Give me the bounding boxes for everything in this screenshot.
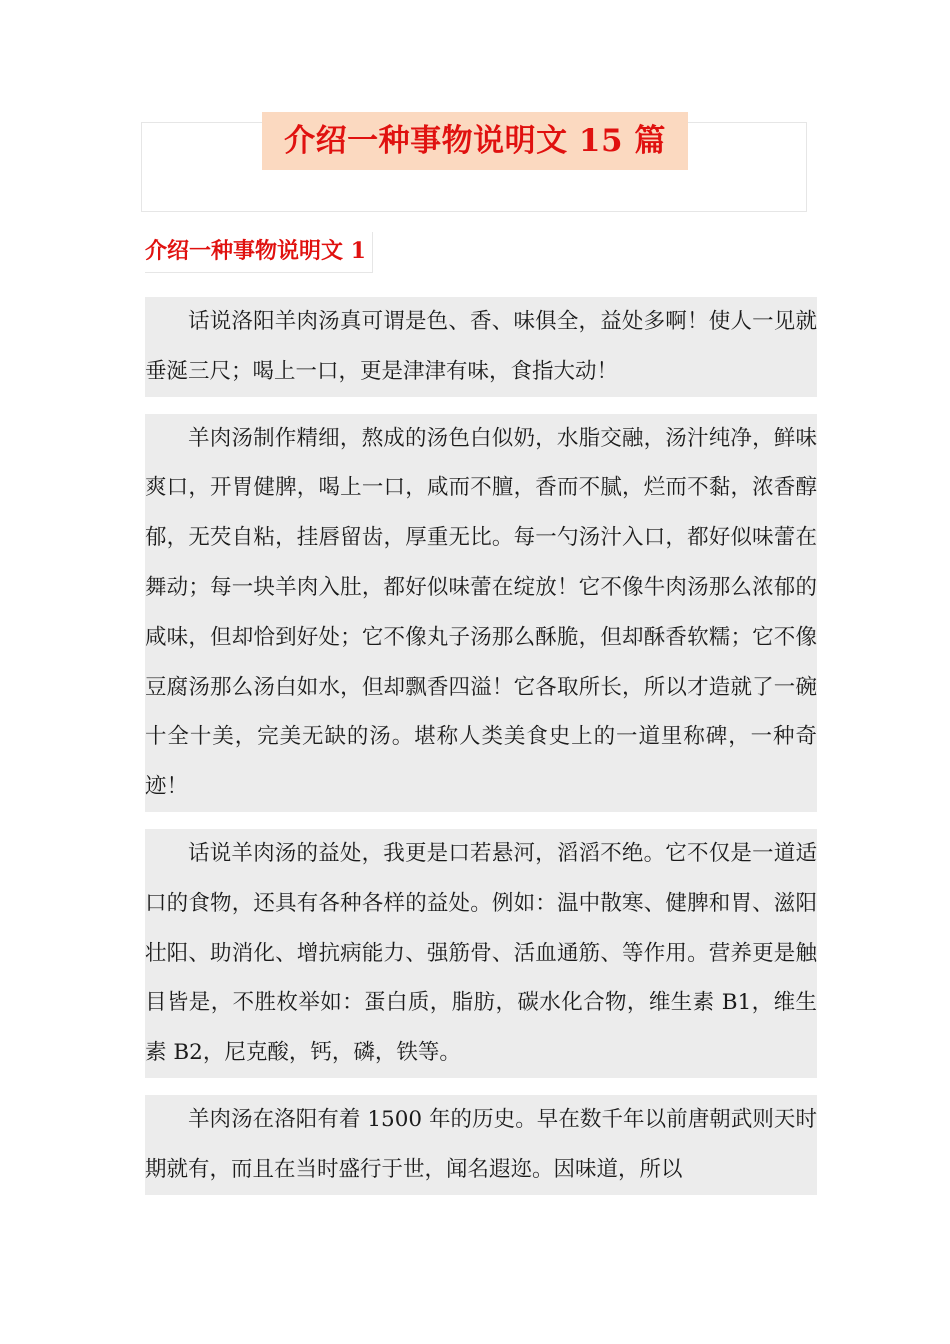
section-heading: 介绍一种事物说明文 1 [145, 232, 373, 273]
document-body [145, 297, 817, 1212]
document-title: 介绍一种事物说明文 15 篇 [262, 112, 688, 170]
paragraph-3: 话说羊肉汤的益处，我更是口若悬河，滔滔不绝。它不仅是一道适口的食物，还具有各种各样的益处。例如：温中散寒、健脾和胃、滋阳壮阳、助消化、增抗病能力、强筋骨、活血通筋、等作用。营养更是触目皆是，不胜枚举如：蛋白质，脂肪，碳水化合物，维生素 B1，维生素 B2，尼克酸，钙，磷，铁等。 [145, 829, 817, 1078]
paragraph-4: 羊肉汤在洛阳有着 1500 年的历史。早在数千年以前唐朝武则天时期就有，而且在当时盛行于世，闻名遐迩。因味道，所以 [145, 1095, 817, 1195]
paragraph-2: 羊肉汤制作精细，熬成的汤色白似奶，水脂交融，汤汁纯净，鲜味爽口，开胃健脾，喝上一口，咸而不膻，香而不腻，烂而不黏，浓香醇郁，无芡自粘，挂唇留齿，厚重无比。每一勺汤汁入口，都好似味蕾在舞动；每一块羊肉入肚，都好似味蕾在绽放！它不像牛肉汤那么浓郁的咸味，但却恰到好处；它不像丸子汤那么酥脆，但却酥香软糯；它不像豆腐汤那么汤白如水，但却飘香四溢！它各取所长，所以才造就了一碗十全十美，完美无缺的汤。堪称人类美食史上的一道里称碑，一种奇迹！ [145, 414, 817, 812]
paragraph-1: 话说洛阳羊肉汤真可谓是色、香、味俱全，益处多啊！使人一见就垂涎三尺；喝上一口，更是津津有味，食指大动！ [145, 297, 817, 397]
